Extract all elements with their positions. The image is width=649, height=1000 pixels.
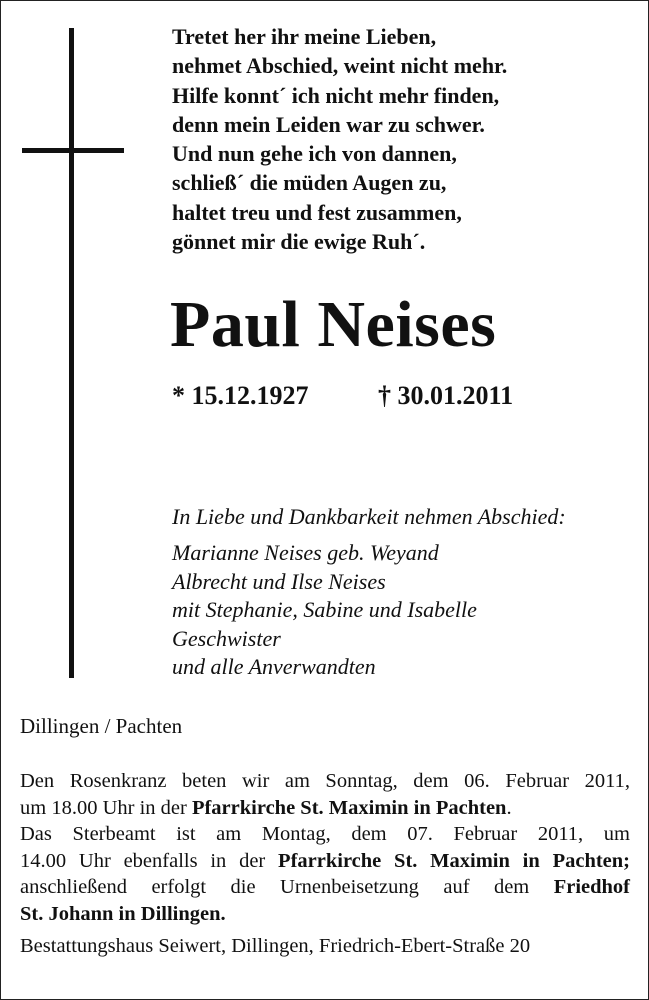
mourner: Marianne Neises geb. Weyand	[172, 540, 439, 565]
requiem-line	[20, 874, 630, 901]
death-date: † 30.01.2011	[378, 381, 514, 410]
poem	[172, 22, 612, 256]
poem-line: nehmet Abschied, weint nicht mehr.	[172, 53, 508, 79]
cemetery-name: St. Johann in Dillingen.	[20, 902, 226, 925]
poem-line: Und nun gehe ich von dannen,	[172, 141, 457, 167]
mourners-list	[172, 539, 477, 682]
mourner: mit Stephanie, Sabine und Isabelle	[172, 597, 477, 622]
requiem-line	[20, 901, 630, 928]
deceased-name: Paul Neises	[170, 288, 497, 361]
place: Dillingen / Pachten	[20, 714, 183, 738]
requiem-line	[20, 848, 630, 875]
requiem-text: 14.00 Uhr ebenfalls in der	[20, 849, 279, 872]
birth-date: * 15.12.1927	[172, 381, 309, 410]
poem-line: Tretet her ihr meine Lieben,	[172, 24, 437, 49]
mourner: Geschwister	[172, 625, 281, 651]
cross-icon-horizontal-bar	[22, 148, 124, 153]
rosary-line	[20, 795, 630, 822]
poem-line: denn mein Leiden war zu schwer.	[172, 111, 485, 137]
service-info	[20, 768, 630, 960]
church-name: Pfarrkirche St. Maximin in Pachten	[191, 796, 507, 819]
church-name: Pfarrkirche St. Maximin in Pachten;	[278, 849, 630, 872]
rosary-text: .	[506, 796, 512, 819]
mourner: und alle Anverwandten	[172, 654, 376, 679]
rosary-text: um 18.00 Uhr in der	[20, 796, 192, 819]
poem-line: gönnet mir die ewige Ruh´.	[172, 229, 426, 255]
undertaker: Bestattungshaus Seiwert, Dillingen, Friedrich-Ebert-Straße 20	[20, 935, 531, 957]
poem-line: schließ´ die müden Augen zu,	[172, 170, 447, 196]
life-dates	[172, 380, 514, 412]
farewell-intro: In Liebe und Dankbarkeit nehmen Abschied:	[172, 504, 566, 529]
mourner: Albrecht und Ilse Neises	[172, 568, 386, 594]
poem-line: Hilfe konnt´ ich nicht mehr finden,	[172, 82, 500, 108]
requiem-paragraph	[20, 821, 630, 927]
cross-icon-vertical-bar	[69, 28, 74, 678]
requiem-line: Das Sterbeamt ist am Montag, dem 07. Februar 2011, um	[20, 823, 630, 845]
rosary-paragraph	[20, 768, 630, 821]
rosary-line: Den Rosenkranz beten wir am Sonntag, dem 06. Februar 2011,	[20, 770, 630, 792]
requiem-text: anschließend erfolgt die Urnenbeisetzung auf dem	[20, 876, 554, 898]
cemetery-name: Friedhof	[553, 876, 630, 898]
poem-line: haltet treu und fest zusammen,	[172, 199, 462, 225]
